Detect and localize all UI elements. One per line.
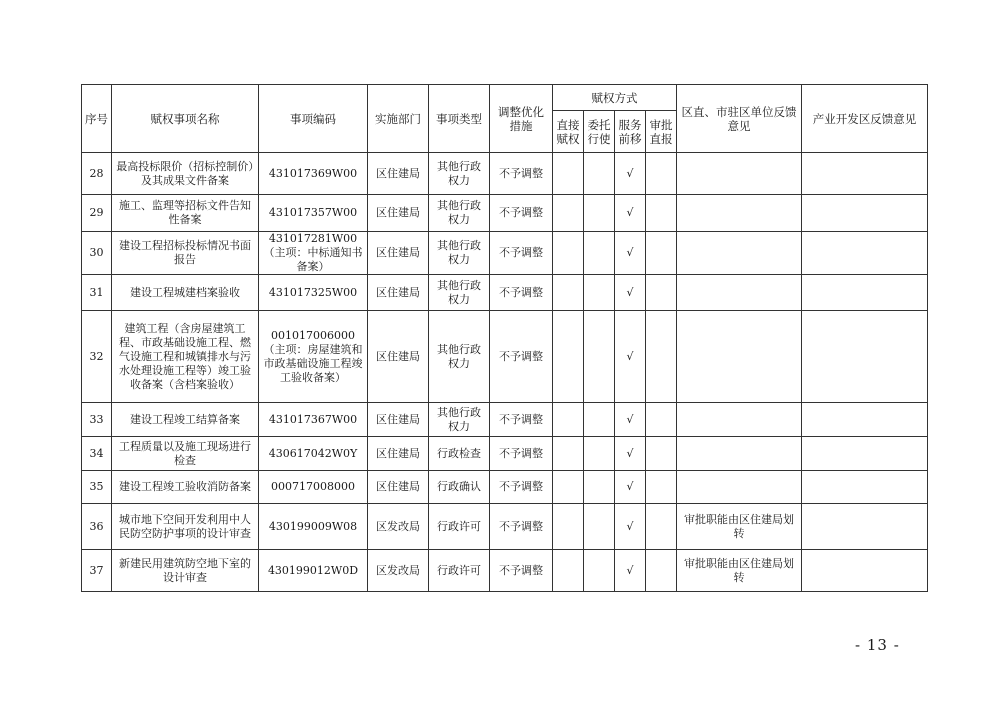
- page-number: - 13 -: [855, 636, 900, 654]
- row-item-type: 行政许可: [429, 504, 490, 550]
- row-adjust: 不予调整: [490, 403, 553, 437]
- row-seq: 33: [82, 403, 112, 437]
- row-item-name: 建设工程招标投标情况书面报告: [112, 232, 259, 275]
- row-mode-service: √: [615, 311, 646, 403]
- row-item-code: 431017369W00: [259, 153, 368, 195]
- row-item-name: 城市地下空间开发利用中人民防空防护事项的设计审查: [112, 504, 259, 550]
- row-adjust: 不予调整: [490, 437, 553, 471]
- row-mode-service: √: [615, 153, 646, 195]
- header-code: 事项编码: [259, 85, 368, 153]
- row-feedback-zone: [802, 403, 928, 437]
- row-feedback-zone: [802, 153, 928, 195]
- row-mode-direct: [553, 275, 584, 311]
- table-row: [82, 311, 928, 403]
- row-item-type: 行政许可: [429, 550, 490, 592]
- header-name: 赋权事项名称: [112, 85, 259, 153]
- row-adjust: 不予调整: [490, 153, 553, 195]
- row-seq: 32: [82, 311, 112, 403]
- row-seq: 29: [82, 195, 112, 232]
- row-dept: 区住建局: [368, 153, 429, 195]
- row-mode-direct: [553, 153, 584, 195]
- table-row: [82, 437, 928, 471]
- row-adjust: 不予调整: [490, 471, 553, 504]
- table-row: [82, 550, 928, 592]
- row-item-code: 000717008000: [259, 471, 368, 504]
- row-mode-entrust: [584, 403, 615, 437]
- row-dept: 区住建局: [368, 311, 429, 403]
- row-adjust: 不予调整: [490, 504, 553, 550]
- row-mode-approval: [646, 275, 677, 311]
- authorization-table: [81, 84, 928, 592]
- row-feedback-district: [677, 275, 802, 311]
- header-mode-service: 服务前移: [615, 111, 646, 153]
- row-mode-entrust: [584, 311, 615, 403]
- row-mode-approval: [646, 550, 677, 592]
- row-mode-service: √: [615, 232, 646, 275]
- row-feedback-district: 审批职能由区住建局划转: [677, 550, 802, 592]
- row-feedback-district: [677, 403, 802, 437]
- row-feedback-zone: [802, 437, 928, 471]
- row-seq: 31: [82, 275, 112, 311]
- row-mode-entrust: [584, 550, 615, 592]
- row-feedback-district: [677, 195, 802, 232]
- row-seq: 34: [82, 437, 112, 471]
- row-mode-approval: [646, 311, 677, 403]
- row-feedback-district: [677, 153, 802, 195]
- row-mode-approval: [646, 504, 677, 550]
- row-dept: 区住建局: [368, 232, 429, 275]
- table-row: [82, 153, 928, 195]
- row-mode-approval: [646, 471, 677, 504]
- header-mode-approval: 审批直报: [646, 111, 677, 153]
- row-item-code: 431017325W00: [259, 275, 368, 311]
- row-mode-entrust: [584, 195, 615, 232]
- row-mode-direct: [553, 471, 584, 504]
- row-dept: 区发改局: [368, 504, 429, 550]
- header-type: 事项类型: [429, 85, 490, 153]
- row-item-type: 其他行政权力: [429, 153, 490, 195]
- row-feedback-zone: [802, 504, 928, 550]
- row-feedback-zone: [802, 232, 928, 275]
- row-mode-entrust: [584, 471, 615, 504]
- row-mode-direct: [553, 311, 584, 403]
- header-mode: 赋权方式: [553, 85, 677, 111]
- row-item-code: 431017357W00: [259, 195, 368, 232]
- row-mode-approval: [646, 232, 677, 275]
- row-mode-service: √: [615, 403, 646, 437]
- row-item-type: 其他行政权力: [429, 275, 490, 311]
- row-adjust: 不予调整: [490, 311, 553, 403]
- table-row: [82, 504, 928, 550]
- header-feedback-zone: 产业开发区反馈意见: [802, 85, 928, 153]
- row-mode-entrust: [584, 437, 615, 471]
- row-item-name: 建筑工程（含房屋建筑工程、市政基础设施工程、燃气设施工程和城镇排水与污水处理设施工程等）竣工验收备案（含档案验收）: [112, 311, 259, 403]
- header-seq: 序号: [82, 85, 112, 153]
- row-item-code: 430199012W0D: [259, 550, 368, 592]
- header-mode-entrust: 委托行使: [584, 111, 615, 153]
- row-item-type: 其他行政权力: [429, 232, 490, 275]
- row-adjust: 不予调整: [490, 550, 553, 592]
- row-seq: 36: [82, 504, 112, 550]
- row-mode-entrust: [584, 504, 615, 550]
- header-adjust: 调整优化措施: [490, 85, 553, 153]
- row-mode-entrust: [584, 153, 615, 195]
- row-feedback-zone: [802, 471, 928, 504]
- row-item-type: 其他行政权力: [429, 403, 490, 437]
- row-feedback-district: 审批职能由区住建局划转: [677, 504, 802, 550]
- row-adjust: 不予调整: [490, 195, 553, 232]
- row-item-name: 建设工程竣工结算备案: [112, 403, 259, 437]
- row-mode-direct: [553, 403, 584, 437]
- row-item-code: 431017367W00: [259, 403, 368, 437]
- row-item-code: 430199009W08: [259, 504, 368, 550]
- row-item-name: 施工、监理等招标文件告知性备案: [112, 195, 259, 232]
- header-feedback-district: 区直、市驻区单位反馈意见: [677, 85, 802, 153]
- row-item-name: 建设工程城建档案验收: [112, 275, 259, 311]
- row-dept: 区住建局: [368, 437, 429, 471]
- row-mode-approval: [646, 403, 677, 437]
- table-row: [82, 232, 928, 275]
- row-feedback-zone: [802, 311, 928, 403]
- row-seq: 35: [82, 471, 112, 504]
- row-seq: 30: [82, 232, 112, 275]
- row-feedback-district: [677, 311, 802, 403]
- table-body: [82, 153, 928, 592]
- row-item-type: 行政确认: [429, 471, 490, 504]
- table-row: [82, 471, 928, 504]
- row-mode-direct: [553, 437, 584, 471]
- row-feedback-district: [677, 437, 802, 471]
- row-mode-service: √: [615, 550, 646, 592]
- row-feedback-district: [677, 471, 802, 504]
- table-row: [82, 195, 928, 232]
- row-mode-approval: [646, 153, 677, 195]
- table-row: [82, 275, 928, 311]
- row-mode-service: √: [615, 275, 646, 311]
- row-item-code: 001017006000（主项：房屋建筑和市政基础设施工程竣工验收备案）: [259, 311, 368, 403]
- row-mode-service: √: [615, 195, 646, 232]
- row-feedback-district: [677, 232, 802, 275]
- row-dept: 区住建局: [368, 403, 429, 437]
- row-item-type: 其他行政权力: [429, 311, 490, 403]
- row-dept: 区住建局: [368, 195, 429, 232]
- row-feedback-zone: [802, 550, 928, 592]
- header-mode-direct: 直接赋权: [553, 111, 584, 153]
- row-item-name: 工程质量以及施工现场进行检查: [112, 437, 259, 471]
- table-row: [82, 403, 928, 437]
- row-adjust: 不予调整: [490, 275, 553, 311]
- row-mode-entrust: [584, 275, 615, 311]
- row-mode-service: √: [615, 471, 646, 504]
- row-adjust: 不予调整: [490, 232, 553, 275]
- row-item-name: 最高投标限价（招标控制价）及其成果文件备案: [112, 153, 259, 195]
- row-item-type: 其他行政权力: [429, 195, 490, 232]
- row-seq: 28: [82, 153, 112, 195]
- row-dept: 区发改局: [368, 550, 429, 592]
- header-dept: 实施部门: [368, 85, 429, 153]
- row-feedback-zone: [802, 275, 928, 311]
- row-dept: 区住建局: [368, 275, 429, 311]
- row-dept: 区住建局: [368, 471, 429, 504]
- row-mode-direct: [553, 504, 584, 550]
- row-mode-direct: [553, 232, 584, 275]
- row-mode-direct: [553, 195, 584, 232]
- row-seq: 37: [82, 550, 112, 592]
- row-mode-approval: [646, 437, 677, 471]
- row-mode-entrust: [584, 232, 615, 275]
- row-mode-service: √: [615, 504, 646, 550]
- row-item-code: 430617042W0Y: [259, 437, 368, 471]
- row-item-name: 新建民用建筑防空地下室的设计审查: [112, 550, 259, 592]
- row-item-code: 431017281W00（主项：中标通知书备案）: [259, 232, 368, 275]
- row-mode-direct: [553, 550, 584, 592]
- row-feedback-zone: [802, 195, 928, 232]
- row-mode-approval: [646, 195, 677, 232]
- row-mode-service: √: [615, 437, 646, 471]
- row-item-type: 行政检查: [429, 437, 490, 471]
- row-item-name: 建设工程竣工验收消防备案: [112, 471, 259, 504]
